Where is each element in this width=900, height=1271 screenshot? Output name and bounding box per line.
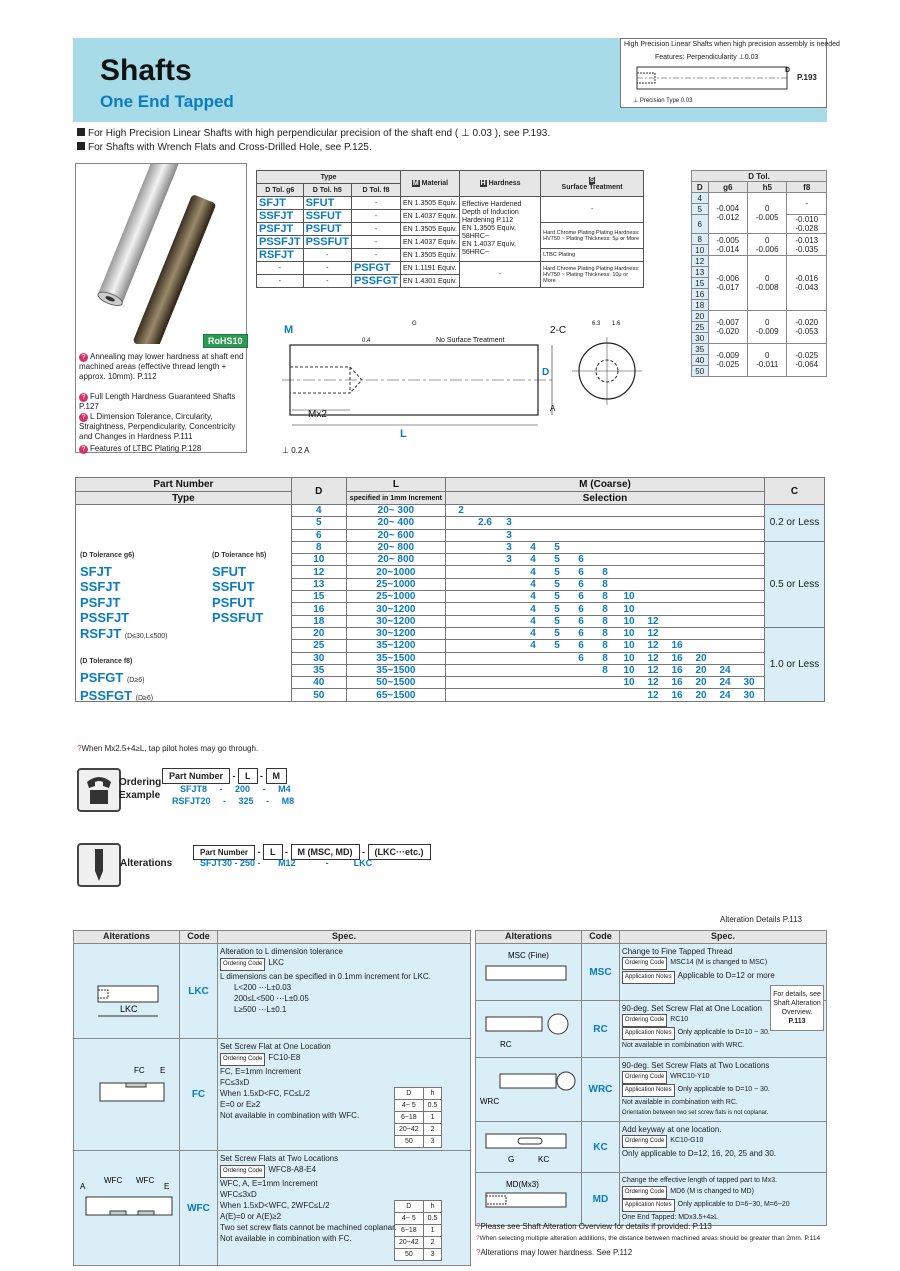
svg-text:WRC: WRC	[480, 1097, 500, 1106]
type-rsfjt[interactable]: RSFJT	[80, 625, 122, 641]
svg-text:WFC: WFC	[136, 1176, 155, 1185]
drawing-roughness: 0.4	[362, 338, 371, 344]
type-list-f8: (D Tolerance f8) PSFGT (D≥6) PSSFGT (D≥6)	[80, 658, 154, 703]
info-icon: ?	[77, 744, 82, 753]
table-row: 18 30~1200 4 5 6 8 10 12	[76, 615, 825, 627]
code-md[interactable]: MD	[581, 1173, 619, 1226]
code-lkc[interactable]: LKC	[180, 944, 218, 1039]
fc-diagram	[74, 1039, 180, 1151]
lkc-diagram	[74, 944, 180, 1039]
alterations-table-right: Alterations Code Spec. MSC (Fine) MSC Change to Fine Tapped Thread Ordering Code MSC14 (M is changed to MSC) Application Notes Applicable to D=12 or more RC RC 90-deg. Set Screw Flat at One Location Ordering Code RC10 Application Notes Only applicable to D=10 ~ 30. Not available in combination with WRC. WRC WRC 90-deg. Set Screw Flats at Two Locations Ordering Code WRC10-Y10 Application Notes Only applicable to D=10 ~ 30. Not available in combination with RC. Orientation between two set screw flats is not coplanar. G KC KC Add keyway at one location. Ordering Code KC10-G10 Only applicable to D=12, 16, 20, 25 and 30. MD(Mx3) MD Change the effective length of tapped part to Mx3. Ordering Code MD6 (M is changed to MD) Application Notes Only applicable to D=6~30, M=6~20 One End Tapped: MDx3.5+4≥L	[475, 930, 827, 1226]
type-list-g6: (D Tolerance g6) SFJT SSFJT PSFJT PSSFJT RSFJT (D≤30,L≤500)	[80, 552, 168, 641]
code-kc[interactable]: KC	[581, 1122, 619, 1173]
side-note-2: ? Full Length Hardness Guaranteed Shafts P.127	[79, 392, 236, 411]
alteration-overview-box: For details, see Shaft Alteration Overview. P.113	[770, 985, 824, 1031]
technical-drawing	[262, 315, 662, 460]
drawing-roughness-63: 6.3	[592, 321, 601, 327]
svg-text:G: G	[508, 1155, 515, 1164]
table-row: 16 30~1200 4 5 6 8 10	[76, 603, 825, 615]
info-icon: ?	[79, 445, 88, 454]
svg-text:E: E	[160, 1066, 166, 1075]
table-row: 13 25~1000 4 5 6 8	[76, 578, 825, 590]
info-icon: ?	[476, 1235, 480, 1242]
ordering-phone-icon	[77, 768, 121, 812]
type-pssfjt[interactable]: PSSFJT	[80, 610, 130, 625]
info-icon: ?	[476, 1248, 481, 1257]
type-list-h5: (D Tolerance h5) SFUT SSFUT PSFUT PSSFUT	[212, 552, 267, 625]
table-row: 35 35~1500 8 10 12 16 20 24	[76, 664, 825, 676]
reference-page-link[interactable]: P.193	[797, 73, 817, 82]
kc-diagram	[476, 1122, 582, 1173]
type-pssfut[interactable]: PSSFUT	[212, 610, 264, 625]
svg-text:FC: FC	[134, 1066, 145, 1075]
precision-shaft-drawing	[629, 61, 789, 95]
alterations-table-left: Alterations Code Spec. LKC LKC Alteration to L dimension tolerance Ordering Code LKC L dimensions can be specified in 0.1mm increment for LKC. L<200 ···L±0.03 200≤L<500 ···L±0.05 L≥500 ···L±0.1 FC E FC Set Screw Flat at One Location Ordering Code FC10-E8 FC, E=1mm Increment FC≤3xD When 1.5xD<FC, FC≤L/2 E=0 or E≥2 Not available in combination with WFC. D h 4~ 5 0.5 6~18 1 20~42 2 50 3 A WFC WFC E WFC Set Screw Flats at Two Locations Ordering Code WFC8-A8-E4 WFC, A, E=1mm Increment WFC≤3xD When 1.5xD<WFC, 2WFC≤L/2 A(E)=0 or A(E)≥2 Two set screw flats cannot be machined coplanar. Not available in combination with FC. D h 4~ 5 0.5 6~18 1 20~42 2 50 3	[73, 930, 471, 1266]
d-tolerance-table: D Tol. D g6 h5 f8 4 -0.004 -0.012 0 -0.005 - 5 6 -0.010 -0.028 8 -0.005 -0.014 0 -0.006 -0.013 -0.035 10 12 -0.006 -0.017 0 -0.008 -0.016 -0.043 13 15 16 18 20 -0.007 -0.020 0 -0.009 -0.020 -0.053 25 30 35 -0.009 -0.025 0 -0.011 -0.025 -0.064 40 50	[691, 170, 827, 377]
fc-h-table: D h 4~ 5 0.5 6~18 1 20~42 2 50 3	[394, 1087, 442, 1148]
alt-footnote-1: ?Please see Shaft Alteration Overview for details if provided. P.113	[476, 1222, 712, 1231]
svg-text:MSC (Fine): MSC (Fine)	[508, 951, 549, 960]
drawing-label-c: 2-C	[550, 325, 567, 336]
alterations-label: Alterations	[120, 858, 173, 869]
alteration-details-link[interactable]: Alteration Details P.113	[720, 915, 802, 924]
type-ssfut[interactable]: SSFUT	[212, 579, 255, 594]
type-ssfjt[interactable]: SSFJT	[80, 579, 121, 594]
note-2: For Shafts with Wrench Flats and Cross-Drilled Hole, see P.125.	[77, 142, 372, 153]
type-psfgt[interactable]: PSFGT	[80, 669, 124, 685]
svg-text:LKC: LKC	[120, 1004, 138, 1014]
type-table: Type M Material H Hardness S Surface Treatment D Tol. g6 D Tol. h5 D Tol. f8 SFJT SFUT - EN 1.3505 Equiv. Effective Hardened Depth of Induction Hardening P.112 EN 1.3505 Equiv. 58HRC~ EN 1.4037 Equiv. 56HRC~ - SSFJT SSFUT - EN 1.4037 Equiv. PSFJT PSFUT - EN 1.3505 Equiv. Hard Chrome Plating Plating Hardness: HV750 ~ Plating Thickness: 5μ or More PSSFJT PSSFUT - EN 1.4037 Equiv. RSFJT - - EN 1.3505 Equiv. LTBC Plating - - PSFGT EN 1.1191 Equiv. - Hard Chrome Plating Plating Hardness: HV750 ~ Plating Thickness: 10μ or More - - PSSFGT EN 1.4301 Equiv.	[256, 170, 644, 288]
table-row: 10 20~ 800 3 4 5 6	[76, 554, 825, 566]
table-row: 6 20~ 600 3	[76, 529, 825, 541]
ordering-label: Ordering Example	[119, 777, 162, 801]
svg-text:WFC: WFC	[104, 1176, 123, 1185]
alterations-drill-icon	[77, 843, 121, 887]
ordering-row-2: RSFJT20 - 325 - M8	[172, 796, 295, 806]
precision-type-label: ⊥ Precision Type 0.03	[633, 98, 693, 104]
info-icon: ?	[79, 413, 88, 422]
svg-text:A: A	[80, 1182, 86, 1191]
rohs-badge: RoHS10	[203, 334, 248, 348]
table-row: 4 20~ 300 2 0.2 or Less	[76, 505, 825, 517]
side-note-3: ? L Dimension Tolerance, Circularity, Straightness, Perpendicularity, Concentricity and Changes in Hardness P.111	[79, 412, 236, 441]
alt-footnote-2: ?When selecting multiple alteration additions, the distance between machined areas should be greater than 2mm. P.114	[476, 1235, 821, 1242]
reference-feature: Features: Perpendicularity ⊥0.03	[655, 54, 759, 61]
ordering-example: Part Number - L - M	[162, 768, 287, 784]
type-psfut[interactable]: PSFUT	[212, 594, 255, 610]
side-note-4: ? Features of LTBC Plating P.128	[79, 444, 249, 454]
drawing-label-l: L	[400, 428, 407, 440]
drawing-label-a: A	[550, 404, 556, 413]
svg-text:MD(Mx3): MD(Mx3)	[506, 1180, 539, 1189]
table-row: 20 30~1200 4 5 6 8 10 12 1.0 or Less	[76, 627, 825, 639]
info-icon: ?	[79, 393, 88, 402]
table-row: 50 65~1500 12 16 20 24 30	[76, 689, 825, 701]
drawing-perpendicularity: ⊥ 0.2 A	[282, 446, 310, 455]
alterations-example: Part Number - L - M (MSC, MD) - (LKC···etc.)	[193, 844, 431, 860]
type-sfut[interactable]: SFUT	[212, 563, 246, 579]
drawing-grade: G	[412, 321, 417, 327]
info-icon: ?	[476, 1222, 481, 1231]
alterations-row: SFJT30 - 250 - M12 - LKC	[200, 858, 373, 868]
alt-footnote-3: ?Alterations may lower hardness. See P.112	[476, 1248, 633, 1257]
table-row: 5 20~ 400 2.6 3	[76, 517, 825, 529]
table-row: 15 25~1000 4 5 6 8 10	[76, 591, 825, 603]
shaft-photo-image	[76, 164, 246, 344]
drawing-label-m: M	[284, 324, 294, 336]
ref-d-label: D	[785, 67, 791, 74]
drawing-label-d: D	[542, 367, 550, 378]
table-row: 30 35~1500 6 8 10 12 16 20	[76, 652, 825, 664]
svg-text:KC: KC	[538, 1155, 550, 1164]
page-subtitle: One End Tapped	[100, 92, 234, 111]
note-1: For High Precision Linear Shafts with high perpendicular precision of the shaft end ( ⊥ 0.03 ), see P.193.	[77, 128, 550, 139]
page-title: Shafts	[100, 54, 192, 87]
reference-box	[620, 38, 840, 108]
wfc-diagram	[74, 1151, 180, 1266]
type-sfjt[interactable]: SFJT	[80, 563, 112, 579]
table-row: 12 20~1000 4 5 6 8	[76, 566, 825, 578]
code-msc[interactable]: MSC	[581, 944, 619, 1001]
msc-diagram	[476, 944, 582, 1001]
type-pssfgt[interactable]: PSSFGT	[80, 688, 133, 703]
wfc-h-table: D h 4~ 5 0.5 6~18 1 20~42 2 50 3	[394, 1200, 442, 1261]
code-wrc[interactable]: WRC	[581, 1058, 619, 1122]
rc-diagram	[476, 1001, 582, 1058]
md-diagram	[476, 1173, 582, 1226]
table-footnote: ?When Mx2.5+4≥L, tap pilot holes may go through.	[77, 744, 259, 753]
svg-text:RC: RC	[500, 1040, 512, 1049]
info-icon: ?	[79, 353, 88, 362]
drawing-no-surface: No Surface Treatment	[436, 337, 505, 344]
drawing-roughness-16: 1.6	[612, 321, 621, 327]
code-fc[interactable]: FC	[180, 1039, 218, 1151]
table-row: 25 35~1200 4 5 6 8 10 12 16	[76, 640, 825, 652]
side-note-1: ? Annealing may lower hardness at shaft end machined areas (effective thread length + approx. 10mm). P.112	[79, 352, 244, 381]
table-row: 40 50~1500 10 12 16 20 24 30	[76, 677, 825, 689]
reference-text: High Precision Linear Shafts when high precision assembly is needed	[624, 41, 840, 48]
code-rc[interactable]: RC	[581, 1001, 619, 1058]
selection-table: Part Number D L M (Coarse) C Type specified in 1mm Increment Selection 4 20~ 300 2 0.2 or Less 5 20~ 400 2.6 3 6 20~ 600 3 8 20~ 800 3 4 5 0.5 or Less 10 20~ 800 3 4 5 6 12 20~1000 4 5 6 8 13 25~1000 4 5 6 8 15 25~1000 4 5 6 8 10 16 30~1200 4 5 6 8 10 18 30~1200 4 5 6 8 10 12 20 30~1200 4 5 6 8 10 12 1.0 or Less 25 35~1200 4 5 6 8 10 12 16 30 35~1500 6 8 10 12 16 20 35 35~1500 8 10 12 16 20 24 40 50~1500 10 12 16 20 24 30 50 65~1500 12 16 20 24 30	[75, 477, 825, 702]
table-row: 8 20~ 800 3 4 5 0.5 or Less	[76, 541, 825, 553]
code-wfc[interactable]: WFC	[180, 1151, 218, 1266]
ordering-row-1: SFJT8 - 200 - M4	[180, 784, 291, 794]
type-psfjt[interactable]: PSFJT	[80, 594, 121, 610]
wrc-diagram	[476, 1058, 582, 1122]
svg-text:E: E	[164, 1182, 170, 1191]
drawing-label-mx2: Mx2	[308, 409, 327, 420]
